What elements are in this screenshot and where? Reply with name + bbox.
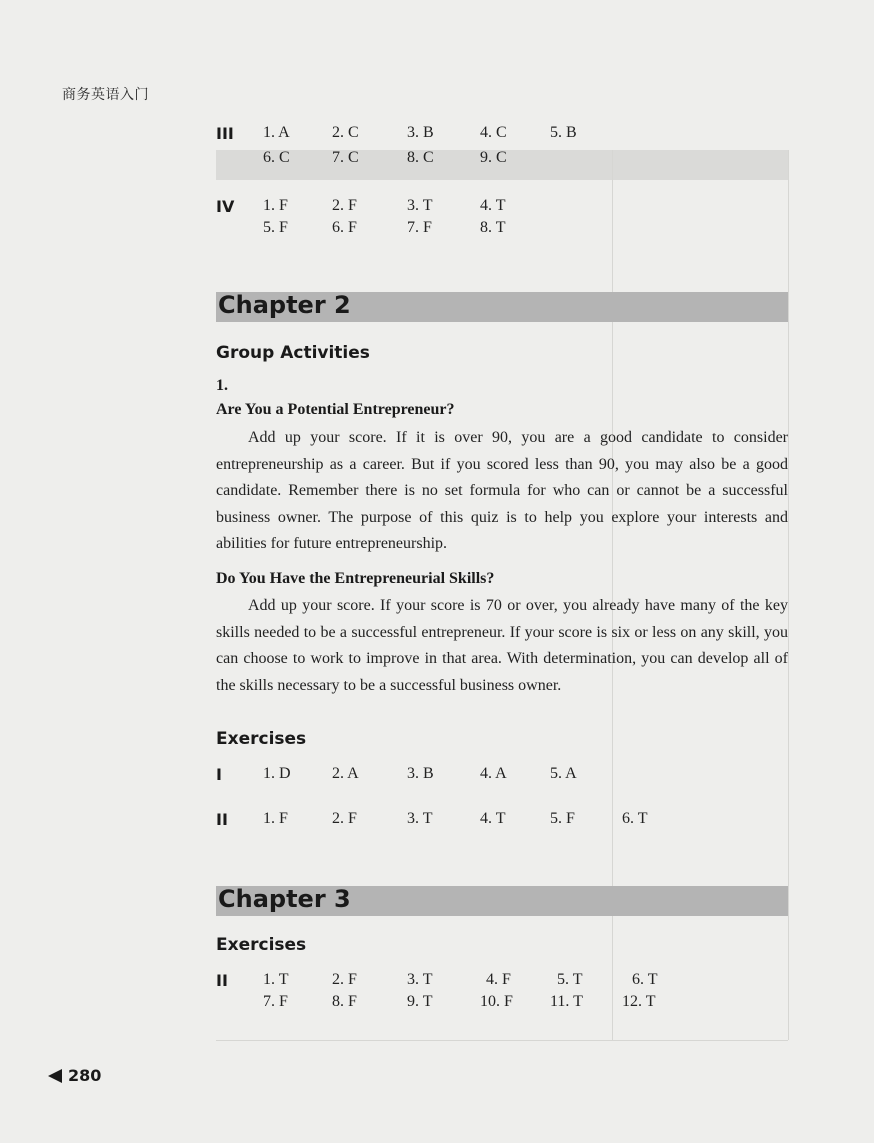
answer: 12. T [622,993,656,1010]
answer: 3. T [407,810,433,827]
answer: 5. F [550,810,575,827]
answer: 11. T [550,993,583,1010]
bleed-through-rule [216,1040,788,1041]
answer: 6. T [632,971,658,988]
answer: 6. C [263,149,290,166]
triangle-left-icon [48,1069,62,1083]
quiz-title-potential-entrepreneur: Are You a Potential Entrepreneur? [216,401,455,418]
answer: 5. B [550,124,577,141]
answer: 9. T [407,993,433,1010]
item-number: 1. [216,377,228,394]
answer: 6. F [332,219,357,236]
answer: 5. A [550,765,577,782]
answer: 7. F [263,993,288,1010]
exercises-heading: Exercises [216,729,307,749]
group-activities-heading: Group Activities [216,343,370,363]
answer: 2. C [332,124,359,141]
answer: 8. F [332,993,357,1010]
answer: 1. F [263,810,288,827]
answer: 1. D [263,765,291,782]
answer: 1. T [263,971,289,988]
answer: 2. F [332,971,357,988]
chapter-3-banner [216,886,788,916]
answer: 3. T [407,971,433,988]
chapter-title: Chapter 2 [218,291,351,319]
chapter-title: Chapter 3 [218,885,351,913]
answer: 5. F [263,219,288,236]
quiz-explanation-paragraph: Add up your score. If it is over 90, you are a good candidate to consider entrepreneurship as a career. But if you scored less than 90, you may also be a good candidate. Remember there is no set formula for who can or cannot be a successful business owner. The purpose of this quiz is to help you explore your interests and abilities for future entrepreneurship. [216,429,788,552]
answer: 7. F [407,219,432,236]
answer: 7. C [332,149,359,166]
answer: 8. C [407,149,434,166]
page-number: 280 [68,1066,102,1085]
answer: 1. F [263,197,288,214]
answer: 2. F [332,197,357,214]
chapter-2-banner [216,292,788,322]
answer: 4. C [480,124,507,141]
exercises-heading: Exercises [216,935,307,955]
answer: 4. T [480,197,506,214]
quiz-explanation-paragraph: Add up your score. If your score is 70 or over, you already have many of the key skills needed to be a successful entrepreneur. If your score is six or less on any skill, you can choose to work to improve in that area. With determination, you can develop all of the skills necessary to be a successful business owner. [216,597,788,694]
section-roman-numeral: II [216,971,228,990]
quiz-title-entrepreneurial-skills: Do You Have the Entrepreneurial Skills? [216,570,495,587]
bleed-through-rule [788,150,789,1040]
answer: 4. T [480,810,506,827]
answer: 2. A [332,765,359,782]
answer: 2. F [332,810,357,827]
answer: 6. T [622,810,648,827]
answer: 4. F [486,971,511,988]
answer: 8. T [480,219,506,236]
section-roman-numeral: IV [216,197,235,216]
section-roman-numeral: I [216,765,222,784]
section-roman-numeral: III [216,124,234,143]
answer: 4. A [480,765,507,782]
answer: 3. B [407,765,434,782]
answer: 1. A [263,124,290,141]
book-title: 商务英语入门 [62,87,149,103]
answer: 9. C [480,149,507,166]
page-footer [48,1066,101,1085]
answer: 10. F [480,993,513,1010]
answer: 3. T [407,197,433,214]
answer: 5. T [557,971,583,988]
section-roman-numeral: II [216,810,228,829]
answer: 3. B [407,124,434,141]
